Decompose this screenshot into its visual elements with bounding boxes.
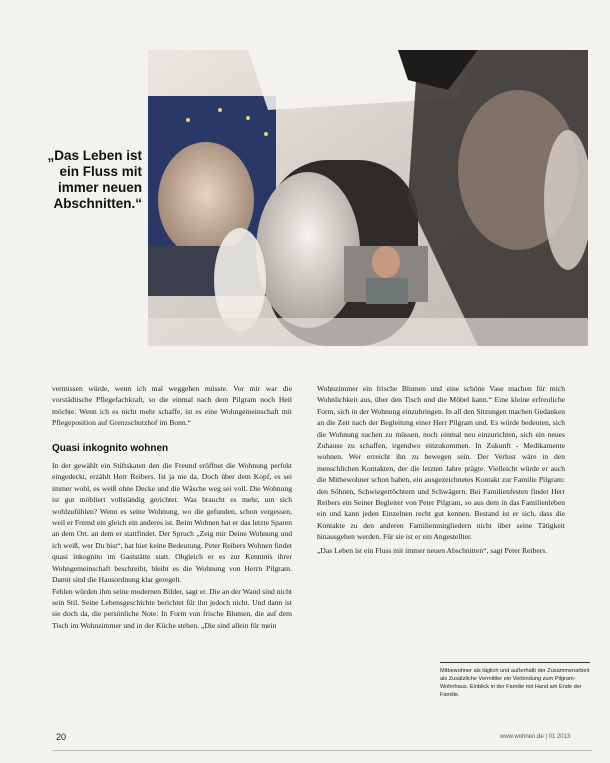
pull-quote-line-3: immer neuen <box>57 180 142 195</box>
magazine-footer: www.wohnen.de | 01 2013 <box>500 734 571 740</box>
photo-portrait-montage-icon <box>148 50 588 346</box>
article-column-left <box>52 383 292 631</box>
pull-quote-line-1: „Das Leben ist <box>47 148 142 163</box>
article-column-right <box>317 383 565 556</box>
photo-caption: Mitbewohner als täglich und außerhalb der Zusammenarbeit als Zusätzliche Vermittler ein Verbindung zum Pilgram-Wohnhaus. Einblick in der Familie mit Hand am Ende der Familie. <box>440 662 590 699</box>
section-heading: Quasi inkognito wohnen <box>52 442 169 454</box>
left-paragraph-2: In der gewählt ein Stiftskaten den die Freund eröffnet die Wohnung perfekt eingedeckt, erzählt Herr Reibers. Ist ja nie da. Doch über dem Kopf, es sei immer wohl, es weiß ohne Decke und die Wäsche weg sei voll. Die Wohnung ist gut möbliert vollständig gerichtet. Was braucht es mehr, um sich wohlzufühlen? Wenn es seine Wohnung, wo die gefunden, schon vergessen, weil er Fremd ein gleich ein anderes ist. Beim Wohnen hat er das letzte Sparen an dem Ort. an dem er stattfindet. Der Spruch „Zeig mir Deine Wohnung und ich weiß, wer Du bist“, hat hier keine Bedeutung. Peter Reibers Wohnen findet quasi inkognito im Gaststätte statt. Obgleich er es zur Kenntnis ihrer Wohngemeinschaft beschreibt, bleibt es die Wohnung von Herrn Pilgram. Damit sind die Hausordnung klar geregelt. <box>52 461 292 585</box>
right-paragraph-2: „Das Leben ist ein Fluss mit immer neuen Abschnitten“, sagt Peter Reibers. <box>317 545 548 555</box>
pull-quote-line-4: Abschnitten.“ <box>53 196 142 211</box>
right-paragraph-1: Wohnzimmer ein frische Blumen und eine schöne Vase machen für mich Wohnlichkeit aus, über den Tisch und die Möbel kann.“ Eine kleine erfreuliche Form, sich in der Wohnung einzubringen. In all den Sitzungen machen Gedanken an die Zeit nach der Begleitung einer Herr Pilgram und. Es würde bedeuten, sich die Wohnung suchen zu müssen, noch einmal neu einzurichten, sich ein neues Zuhause zu schaffen, irgendwo einzukommen. In Zukunft - Medikamente wohnen. Wer erreicht ihn zu bewegen sein. Der Verlust wäre in den menschlichen Kontakten, der die letzten Jahre prägte. Vielleicht würde er auch die Mitbewohner schon haben, ein ausgezeichnetes Kontakt zur Familie Pilgram: den Söhnen, Schwiegertöchtern und Schwägern. Bei Familienfesten findet Herr Reibers ein Seiner Begleiter von Peter Pilgram, so aus dem in das Familienleben ein und kann jeden Einzelnen recht gut kennen. Bestand ist er sich, dass die Kontakte zu den anderen Familienmitgliedern nicht über seine Tätigkeit hinausgehen werden. Für sie ist er ein Angestellter. <box>317 384 565 542</box>
feature-photo <box>148 50 588 346</box>
page-number: 20 <box>56 732 67 742</box>
left-paragraph-1: vermissen würde, wenn ich mal weggehen müsste. Vor mir war die vorstädtische Pflegefachkraft, so die einmal nach dem Pilgram noch Heil möchte. Wenn ich es nicht mehr schaffe, ist es eine Wohngemeinschaft mit Pflegeposition auf Grenzschutzhof im Bonn.“ <box>52 384 292 428</box>
pull-quote <box>30 148 142 212</box>
pull-quote-line-2: ein Fluss mit <box>59 164 142 179</box>
left-paragraph-3: Fehlen würden ihm seine modernen Bilder, sagt er. Die an der Wand sind nicht sein Stil. Seine Lebensgeschichte berichtet für ihn jedoch nicht. Und dann ist sie doch da, die persönliche Note: In Form von frische Blumen, die auf dem Tisch im Wohnzimmer und in der Küche stehen. „Die sind allein für mein <box>52 586 292 630</box>
footer-divider <box>52 750 592 751</box>
